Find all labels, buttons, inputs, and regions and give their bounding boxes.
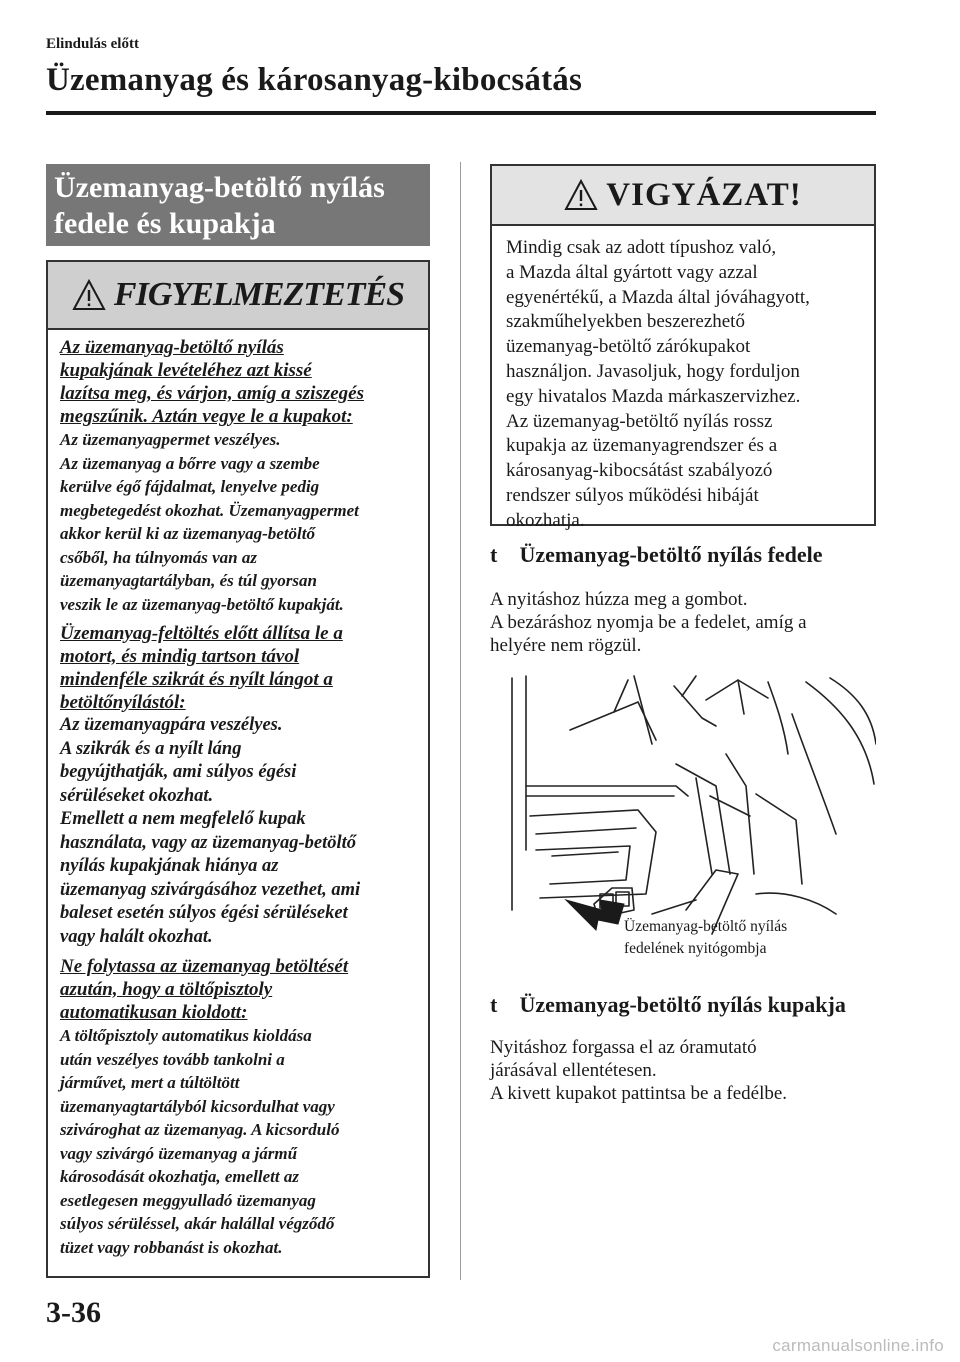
section-title-line1: Üzemanyag-betöltő nyílás [54,171,385,204]
lid-text-line: helyére nem rögzül. [490,635,642,656]
figure-caption [624,916,787,960]
warning-text-line: A szikrák és a nyílt láng [60,738,242,759]
figure-caption-line: Üzemanyag-betöltő nyílás [624,918,788,935]
section-title-line2: fedele és kupakja [54,207,276,240]
warning-text-line: kerülve égő fájdalmat, lenyelve pedig [60,477,320,496]
warning-block [60,622,420,949]
caution-title: VIGYÁZAT! [606,176,802,213]
caution-text-line: egyenértékű, a Mazda által jóváhagyott, [506,286,810,308]
warning-text-line: Az üzemanyag a bőrre vagy a szembe [60,453,320,473]
warning-text-line: veszik le az üzemanyag-betöltő kupakját. [60,594,344,614]
warning-text [60,714,420,949]
caution-text-line: üzemanyag-betöltő zárókupakot [506,336,751,358]
warning-lead-line: lazítsa meg, és várjon, amíg a sziszegés [60,383,365,404]
cap-heading [490,992,846,1018]
caution-text-line: kupakja az üzemanyagrendszer és a [506,435,778,457]
warning-block [60,336,420,616]
cap-paragraph [490,1036,880,1105]
warning-text-line: esetlegesen meggyulladó üzemanyag [60,1190,316,1210]
cap-text-line: A kivett kupakot pattintsa be a fedélbe. [490,1083,788,1104]
cap-text-line: Nyitáshoz forgassa el az óramutató [490,1037,757,1058]
warning-lead-line: azután, hogy a töltőpisztoly [60,979,273,1000]
breadcrumb: Elindulás előtt [46,36,139,52]
caution-text-line: szakműhelyekben beszerezhető [506,311,745,333]
column-divider [460,162,461,1280]
warning-text-line: üzemanyag szivárgásához vezethet, ami [60,879,361,900]
warning-lead-line: motort, és mindig tartson távol [60,646,300,667]
warning-text-line: károsodását okozhatja, emellett az [60,1167,299,1186]
caution-box [490,164,876,531]
warning-triangle-icon [72,278,106,312]
warning-triangle-icon [564,178,598,212]
warning-lead-line: automatikusan kioldott: [60,1002,248,1023]
warning-text-line: baleset esetén súlyos égési sérüléseket [60,903,348,923]
caution-text-line: okozhatja. [506,509,585,531]
warning-text-line: üzemanyagtartályban, és túl gyorsan [60,571,317,590]
warning-lead-line: Az üzemanyag-betöltő nyílás [60,337,284,358]
warning-block [60,955,420,1259]
cap-text-line: járásával ellentétesen. [490,1060,657,1081]
warning-text-line: begyújthatják, ami súlyos égési [60,762,297,782]
warning-text-line: Az üzemanyagpára veszélyes. [60,715,283,735]
figure-caption-line: fedelének nyitógombja [624,940,767,957]
warning-text-line: A töltőpisztoly automatikus kioldása [60,1026,312,1045]
bullet-marker: t [490,992,498,1017]
warning-text [60,1024,420,1259]
caution-text-line: Mindig csak az adott típushoz való, [506,237,777,258]
warning-lead-line: betöltőnyílástól: [60,692,186,713]
warning-text [60,428,420,616]
warning-text-line: járművet, mert a túltöltött [60,1073,240,1092]
warning-header [48,262,428,330]
warning-lead-line: kupakjának levételéhez azt kissé [60,360,312,381]
section-header [46,164,430,246]
title-rule [46,111,876,115]
warning-text-line: vagy halált okozhat. [60,926,213,947]
warning-text-line: után veszélyes tovább tankolni a [60,1049,285,1069]
caution-text-line: Az üzemanyag-betöltő nyílás rossz [506,410,773,432]
caution-text-line: a Mazda által gyártott vagy azzal [506,261,758,283]
warning-text-line: tüzet vagy robbanást is okozhat. [60,1237,283,1257]
warning-text-line: nyílás kupakjának hiánya az [60,856,279,876]
lid-paragraph [490,588,880,657]
warning-text-line: üzemanyagtartályból kicsordulhat vagy [60,1096,335,1116]
warning-text-line: Emellett a nem megfelelő kupak [60,809,306,829]
warning-text-line: használata, vagy az üzemanyag-betöltő [60,832,357,853]
warning-text-line: csőből, ha túlnyomás van az [60,547,257,567]
lid-text-line: A nyitáshoz húzza meg a gombot. [490,589,748,610]
pull-arrow-icon [566,900,624,930]
caution-header [492,166,874,226]
warning-text-line: sérüléseket okozhat. [60,785,214,806]
bullet-marker: t [490,542,498,567]
warning-lead-line: Üzemanyag-feltöltés előtt állítsa le a [60,623,343,644]
caution-body [492,226,874,534]
warning-text-line: súlyos sérüléssel, akár halállal végződő [60,1214,335,1233]
caution-text-line: károsanyag-kibocsátást szabályozó [506,460,773,482]
lid-heading-text: Üzemanyag-betöltő nyílás fedele [519,542,823,567]
warning-text-line: szivároghat az üzemanyag. A kicsorduló [60,1120,340,1139]
warning-lead-line: mindenféle szikrát és nyílt lángot a [60,669,333,690]
caution-text-line: egy hivatalos Mazda márkaszervizhez. [506,385,801,407]
page-title: Üzemanyag és károsanyag-kibocsátás [46,62,583,98]
caution-text-line: rendszer súlyos működési hibáját [506,484,759,506]
warning-lead-line: Ne folytassa az üzemanyag betöltését [60,956,349,977]
cap-heading-text: Üzemanyag-betöltő nyílás kupakja [519,992,846,1017]
warning-box [46,260,430,1278]
warning-text-line: vagy szivárgó üzemanyag a jármű [60,1143,298,1163]
watermark: carmanualsonline.info [772,1336,944,1355]
warning-body [48,330,428,1259]
lid-text-line: A bezáráshoz nyomja be a fedelet, amíg a [490,612,807,633]
warning-text-line: Az üzemanyagpermet veszélyes. [60,430,281,449]
warning-lead-line: megszűnik. Aztán vegye le a kupakot: [60,406,353,427]
caution-text-line: használjon. Javasoljuk, hogy forduljon [506,360,800,382]
warning-text-line: akkor kerül ki az üzemanyag-betöltő [60,524,316,543]
lid-heading [490,542,823,568]
page-number: 3-36 [46,1296,101,1329]
warning-text-line: megbetegedést okozhat. Üzemanyagpermet [60,500,359,520]
warning-title: FIGYELMEZTETÉS [113,276,405,313]
